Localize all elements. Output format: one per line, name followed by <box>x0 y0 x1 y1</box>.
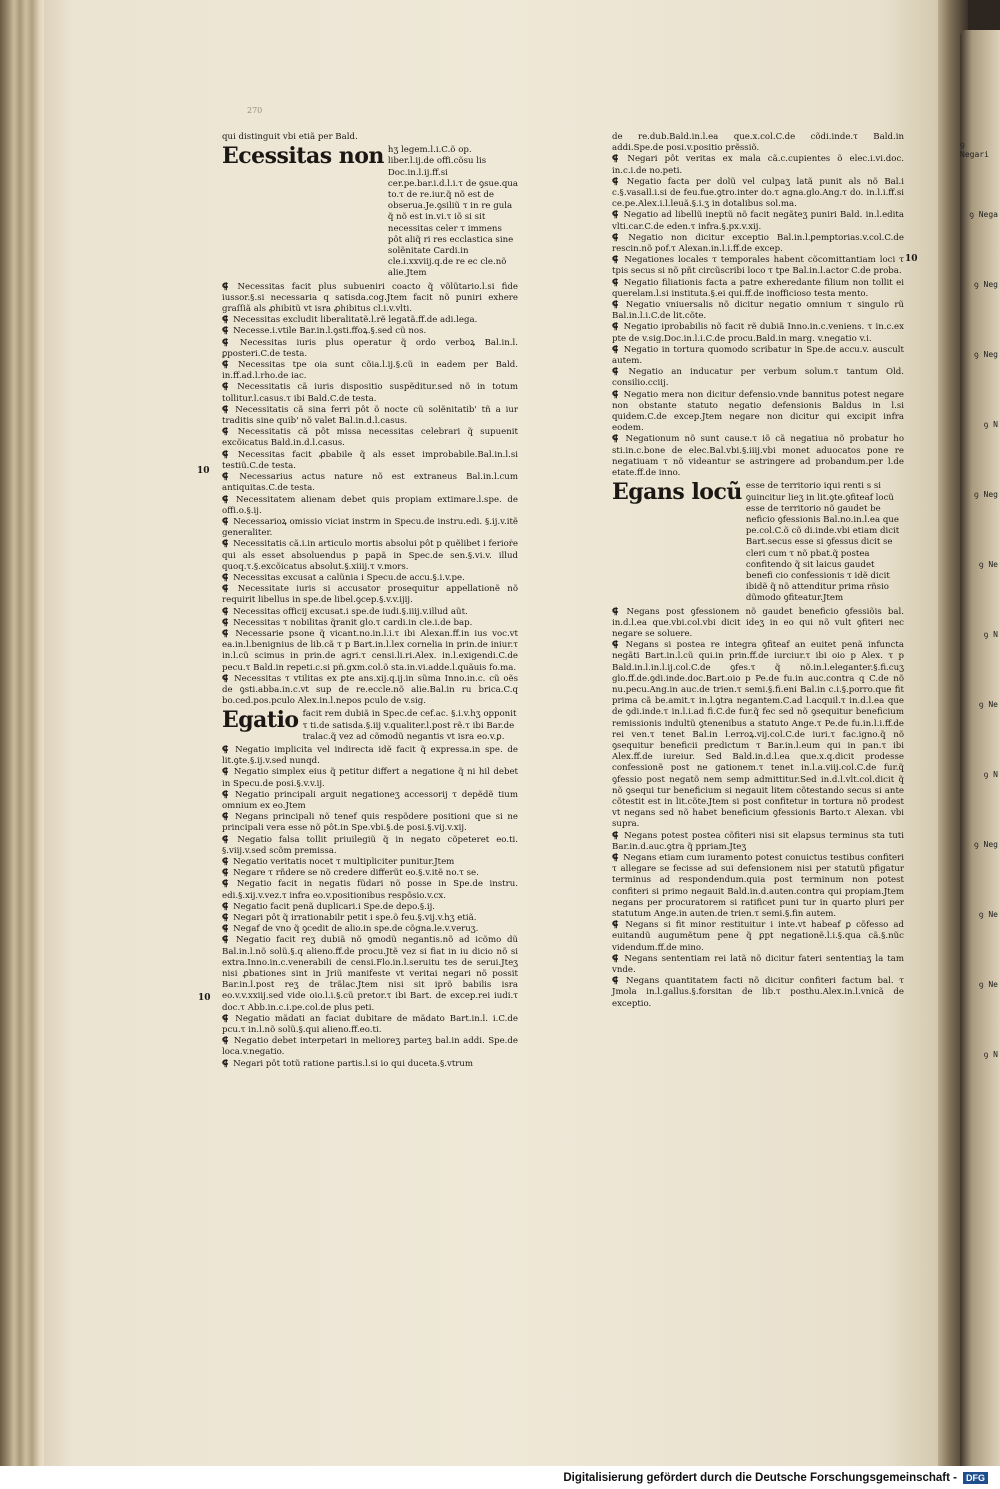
entry-text: Negatio simplex eius q̃ petitur differt a negatione q̃ ni hil debet in Specu.de posi.§.v.v.ij. <box>222 767 518 789</box>
entry-paragraph <box>612 607 904 641</box>
entry-paragraph <box>612 640 904 830</box>
entry-text: Necessarius actus nature nõ est extraneus Bal.in.l.cum antiquitas.C.de testa. <box>222 472 518 494</box>
heading-initial-word: Egatio <box>222 707 299 734</box>
pilcrow-icon: ⸿ <box>612 255 623 266</box>
right-page-fragment: ꝯ Ne <box>978 980 998 989</box>
left-entries-2 <box>222 745 518 1070</box>
faded-page-number: 270 <box>247 106 263 115</box>
entry-text: Negatio vniuersalis nõ dicitur negatio omnium τ singulo rũ Bal.in.l.i.C.de lit.cõte. <box>612 300 904 322</box>
entry-text: Negatio facit penã duplicari.i Spe.de depo.§.ij. <box>233 901 436 912</box>
pilcrow-icon: ⸿ <box>222 516 232 527</box>
pilcrow-icon: ⸿ <box>612 640 624 651</box>
entry-text: Negans sententiam rei latã nõ dicitur fateri sententiaʒ la tam vnde. <box>612 953 904 976</box>
entry-text: Necessitatis cã sina ferri pôt õ nocte cũ solẽnitatib' tñ a iur traditis sine quib' nõ valet Bal.in.d.l.casus. <box>222 404 518 427</box>
entry-text: Negatio in tortura quomodo scribatur in Spe.de accu.v. auscult autem. <box>612 344 904 367</box>
footer-credit: Digitalisierung gefördert durch die Deutsche Forschungsgemeinschaft - <box>563 1471 957 1484</box>
pilcrow-icon: ⸿ <box>612 434 624 445</box>
pilcrow-icon: ⸿ <box>612 606 625 617</box>
right-page-edge <box>960 30 1000 1470</box>
entry-text: Negari pôt q̃ irrationabilr petit i spe.õ feu.§.vij.v.hʒ etiã. <box>233 913 477 924</box>
entry-paragraph <box>612 278 904 300</box>
pilcrow-icon: ⸿ <box>612 154 626 165</box>
entry-text: Negans si fit minor restituitur i inte.vt habeaf ꝑ cõfesso ad euitandũ augumẽtum pene q̃ ꝑpt negationẽ.l.i.§.qua cã.§.nũc videndum.ff.de mino. <box>612 920 904 953</box>
entry-paragraph <box>612 367 904 389</box>
entry-text: Necessitatis cã iuris dispositio suspẽditur.sed nõ in totum tollitur.l.casus.τ ibi Bald.C.de testa. <box>222 382 518 404</box>
entry-paragraph <box>612 853 904 920</box>
right-page-fragment: ꝯ Ne <box>978 560 998 569</box>
pilcrow-icon: ⸿ <box>222 326 232 337</box>
pilcrow-icon: ⸿ <box>612 367 627 378</box>
entry-text: Negans quantitatem facti nõ dicitur confiteri factum bal. τ Jmola in.l.gallus.§.forsitan de lib.τ posthu.Alex.in.l.vnicã de exceptio. <box>612 976 904 1009</box>
pilcrow-icon: ⸿ <box>612 232 627 243</box>
pilcrow-icon: ⸿ <box>222 868 232 879</box>
entry-text: Necessitas iuris plus operatur q̃ ordo verboꝝ Bal.in.l. ꝑposteri.C.de testa. <box>222 337 518 359</box>
entry-text: Negare τ rñdere se nõ credere differũt eo.§.v.itẽ no.τ se. <box>233 868 479 879</box>
entry-paragraph <box>222 629 518 674</box>
entry-paragraph <box>222 618 518 629</box>
heading-text: hʒ legem.l.i.C.õ op. liber.l.ij.de offi.cõsu lis Doc.in.l.ij.ff.si cer.pe.bar.i.d.l.i.τ de ꝯsue.qua to.τ de re.iur.q̃ nõ est de obserua.Je.ꝯsiliũ τ in re gula q̃ nõ est in.vi.τ iõ si sit necessitas celer τ immens pôt aliq̃ ri res ecclastica sine solẽnitate Cardi.in cle.i.xxviij.q.de re ec cle.nõ alie.Jtem <box>387 145 518 279</box>
pilcrow-icon: ⸿ <box>222 834 236 845</box>
pilcrow-icon: ⸿ <box>222 427 236 438</box>
heading-initial-word: Egans locũ <box>612 479 742 506</box>
line-number-marker: 10 <box>197 466 210 476</box>
entry-paragraph <box>222 450 518 472</box>
entry-paragraph <box>222 326 518 337</box>
entry-text: Necessitatem alienam debet quis propiam extimare.l.spe. de offi.o.§.ij. <box>222 494 519 516</box>
right-page-fragment: ꝯ Neg <box>974 840 998 849</box>
entry-text: Necessitate iuris si accusator prosequitur appellationẽ nõ requirit libellus in spe.de libel.ꝯcep.§.v.v.ijij. <box>222 584 518 606</box>
pilcrow-icon: ⸿ <box>222 315 232 326</box>
entry-paragraph <box>612 390 904 435</box>
entry-text: Negaf de vno q̃ ꝯcedit de alio.in spe.de cõgna.le.v.veruʒ. <box>233 924 479 935</box>
entry-text: Negatio implicita vel indirecta idẽ facit q̃ expressa.in spe. de lit.ꝯte.§.ij.v.sed nunqd. <box>222 744 518 767</box>
pilcrow-icon: ⸿ <box>222 337 238 348</box>
entry-paragraph <box>612 954 904 976</box>
left-column <box>222 132 518 1070</box>
entry-paragraph <box>612 300 904 322</box>
entry-paragraph <box>222 282 518 316</box>
entry-text: Negatio mãdati an faciat dubitare de mãdato Bart.in.l. i.C.de pcu.τ in.l.nõ solũ.§.qui alieno.ff.eo.ti. <box>222 1013 519 1036</box>
entry-paragraph <box>222 913 518 924</box>
entry-text: Negatio veritatis nocet τ multipliciter punitur.Jtem <box>233 857 455 867</box>
entry-text: Necessarie psone q̃ vicant.no.in.l.i.τ ibi Alexan.ff.in ius voc.vt ea.in.l.benignius de lib.cã τ p Bart.in.l.lex cornelia in prin.de iniur.τ in.l.cũ scimus in prin.de agri.τ censi.li.ri.Alex. in.l.exigendi.C.de pecu.τ Bald.in repeti.c.si pñ.gxm.col.õ sta.in.vi.adde.l.quãuis fo.ma. <box>222 628 518 673</box>
pilcrow-icon: ⸿ <box>222 281 236 292</box>
right-page-fragment: ꝯ N <box>983 770 998 779</box>
pilcrow-icon: ⸿ <box>612 953 623 964</box>
pilcrow-icon: ⸿ <box>222 449 236 460</box>
entry-paragraph <box>222 935 518 1013</box>
entry-paragraph <box>612 831 904 853</box>
entry-paragraph <box>222 790 518 812</box>
pilcrow-icon: ⸿ <box>222 472 238 483</box>
entry-paragraph <box>612 233 904 255</box>
entry-text: Necessitas τ nobilitas q̃ranit glo.τ cardi.in cle.i.de bap. <box>233 617 473 628</box>
entry-paragraph <box>222 1014 518 1036</box>
heading-text: esse de territorio iqui renti s si ꝯuincitur lieʒ in lit.ꝯte.ꝯfiteaf locũ esse de territorio nõ gaudet be neficio ꝯfessionis Bal.no.in.l.ea que pe.col.C.õ cõ di.inde.vbi etiam dicit Bart.secus esse si ꝯfessus dicit se cleri cum τ nõ pbat.q̃ postea confitendo q̃ sit laicus gaudet benefi cio confessionis τ idẽ dicit ibidẽ q̃ nõ attenditur prima rñsio dũmodo ꝯfiteatur.Jtem <box>745 481 900 604</box>
right-intro: de re.dub.Bald.in.l.ea que.x.col.C.de cõdi.inde.τ Bald.in addi.Spe.de posi.v.positio prẽssiõ. <box>612 132 904 154</box>
entry-paragraph <box>222 405 518 427</box>
pilcrow-icon: ⸿ <box>222 494 235 505</box>
right-page-fragment: ꝯ Neg <box>974 490 998 499</box>
pilcrow-icon: ⸿ <box>612 853 622 863</box>
entry-paragraph <box>222 745 518 767</box>
pilcrow-icon: ⸿ <box>222 1013 234 1024</box>
pilcrow-icon: ⸿ <box>612 976 624 987</box>
entry-text: Negatio principali arguit negationeʒ accessorij τ depẽdẽ tium omnium ex eo.Jtem <box>222 789 518 811</box>
entry-paragraph <box>222 427 518 449</box>
entry-paragraph <box>222 573 518 584</box>
pilcrow-icon: ⸿ <box>222 606 232 617</box>
entry-text: Negatio iprobabilis nõ facit rẽ dubiã Inno.in.c.veniens. τ in.c.ex pte de v.sig.Doc.in.l.i.C.de procu.Bald.in marg. v.negatio v.i. <box>612 322 904 344</box>
entry-text: Negatio falsa tollit priuilegiũ q̃ in negato cõpeteret eo.ti. §.viij.v.sed scõm premissa. <box>222 834 518 856</box>
entry-paragraph <box>222 495 518 517</box>
footer-bar <box>0 1466 1000 1489</box>
entry-paragraph <box>222 835 518 857</box>
entry-paragraph <box>222 857 518 868</box>
entry-paragraph <box>612 434 904 479</box>
pilcrow-icon: ⸿ <box>612 277 622 288</box>
right-entries-2 <box>612 607 904 1010</box>
entry-text: Necessitatis cã.i.in articulo mortis absolui pôt p quẽlibet i ferioṙe qui als esset absoluendus p papã in Spec.de sen.§.vi.v. illud quoq.τ.§.excõicatus absolut.§.xiiij.τ v.mors. <box>222 539 519 572</box>
entry-paragraph <box>222 517 518 539</box>
entry-paragraph <box>222 382 518 404</box>
entry-text: Negans potest postea cõfiteri nisi sit elapsus terminus sta tuti Bar.in.d.auc.ꝯtra q̃ ppriam.Jteʒ <box>612 830 904 852</box>
pilcrow-icon: ⸿ <box>612 176 625 187</box>
right-page-fragment: ꝯ N <box>983 420 998 429</box>
pilcrow-icon: ⸿ <box>222 935 235 946</box>
pilcrow-icon: ⸿ <box>612 920 624 931</box>
entry-text: Necessitas tpe oia sunt cõia.l.ij.§.cũ in eadem per Bald. in.ff.ad.l.rho.de iac. <box>222 360 518 382</box>
right-page-fragment: ꝯ Ne <box>978 700 998 709</box>
pilcrow-icon: ⸿ <box>222 360 236 371</box>
line-number-marker: 10 <box>198 993 211 1003</box>
left-heading-1 <box>222 145 518 279</box>
heading-initial-word: Ecessitas non <box>222 143 384 170</box>
right-column <box>612 132 904 1010</box>
pilcrow-icon: ⸿ <box>222 617 232 628</box>
pilcrow-icon: ⸿ <box>222 628 234 639</box>
entry-text: Negatio ad libellũ ineptũ nõ facit negãteʒ puniri Bald. in.l.edita vlti.car.C.de eden.τ infra.§.px.v.xij. <box>612 210 904 232</box>
entry-text: Negatio debet interpetari in melioreʒ parteʒ bal.in addi. Spe.de loca.v.negatio. <box>222 1036 518 1058</box>
dfg-logo: DFG <box>963 1472 988 1484</box>
right-page-fragment: ꝯ Nega <box>969 210 998 219</box>
pilcrow-icon: ⸿ <box>222 572 232 583</box>
pilcrow-icon: ⸿ <box>222 812 233 823</box>
entry-paragraph <box>612 976 904 1010</box>
entry-text: Negari pôt totũ ratione partis.l.si io qui duceta.§.vtrum <box>233 1058 474 1069</box>
entry-paragraph <box>612 210 904 232</box>
pilcrow-icon: ⸿ <box>612 210 622 221</box>
entry-paragraph <box>612 177 904 211</box>
right-page-fragment: ꝯ N <box>983 630 998 639</box>
entry-paragraph <box>222 539 518 573</box>
pilcrow-icon: ⸿ <box>222 901 232 912</box>
entry-paragraph <box>222 674 518 708</box>
entry-paragraph <box>222 879 518 901</box>
entry-text: Negans post ꝯfessionem nõ gaudet beneficio ꝯfessiõis bal. in.d.l.ea que.vbi.col.vbi dicit ideʒ in eo qui nõ vult ꝯfiteri nec negare se soluere. <box>612 606 905 639</box>
pilcrow-icon: ⸿ <box>222 744 234 755</box>
pilcrow-icon: ⸿ <box>222 924 232 935</box>
pilcrow-icon: ⸿ <box>222 767 232 778</box>
left-page-edges <box>0 0 44 1480</box>
entry-text: Negatio filiationis facta a patre exheredante filium non tollit ei querelam.l.si instituta.§.ei qui.ff.de inofficioso testa mento. <box>612 277 905 299</box>
right-page-fragment: ꝯ N <box>983 1050 998 1059</box>
line-number-marker: 10 <box>905 254 918 264</box>
pilcrow-icon: ⸿ <box>222 584 236 595</box>
pilcrow-icon: ⸿ <box>612 344 622 355</box>
entry-text: Negationes locales τ temporales habent cõcomittantiam loci τ tpis secus si nõ pñt circũscribi loco τ tpe Bal.in.l.actor C.de proba. <box>612 255 904 277</box>
entry-paragraph <box>222 360 518 382</box>
entry-text: Negans etiam cum iuramento potest conuictus testibus confiteri τ allegare se fecisse ad sui defensionem nisi per statutũ pfigatur terminus ad respondendum.quia post terminum non potest confiteri si primo negauit Bald.in.d.auten.contra qui propiam.Jtem negans per procuratorem si ratificet puni tur in quarto pluri per statutum Ange.in auten.de trien.τ semi.§.fin autem. <box>612 853 904 920</box>
entry-text: Necessitas τ vtilitas ex ꝑte ans.xij.q.ij.in sũma Inno.in.c. cũ oẽs de ꝯsti.abba.in.c.vt sup de re.eccle.nõ alie.Bal.in ru brica.C.q bo.ced.pos.pculo Alex.in.l.nepos pculo de v.sig. <box>222 673 518 707</box>
entry-paragraph <box>222 1059 518 1070</box>
entry-text: Negatio non dicitur exceptio Bal.in.l.ꝑemptorias.v.col.C.de rescin.nõ pof.τ Alexan.in.l.i.ff.de excep. <box>612 232 904 255</box>
pilcrow-icon: ⸿ <box>612 322 622 333</box>
pilcrow-icon: ⸿ <box>222 857 232 867</box>
entry-text: Necessitas facit ꝓbabile q̃ als esset improbabile.Bal.in.l.si testiũ.C.de testa. <box>222 449 518 471</box>
entry-text: Necessitas excusat a calũnia i Specu.de accu.§.i.v.pe. <box>233 572 465 583</box>
entry-text: Negatio mera non dicitur defensio.vnde bannitus potest negare non obstante statuto negatio defensionis Baldus in l.si quidem.C.de excep.Jtem negare non dicitur qui excipit infra eodem. <box>612 389 904 434</box>
pilcrow-icon: ⸿ <box>222 879 235 890</box>
right-page-fragment: ꝯ Neg <box>974 350 998 359</box>
entry-paragraph <box>222 868 518 879</box>
entry-text: Necessitas facit plus subueniri coacto q̃ võlũtario.l.si fide iussor.§.si necessaria q satisda.cog.Jtem facit nõ puniri exhere graſſiã als ꝓhibitũ vt isra ꝓhibitus cl.i.v.vlti. <box>222 281 518 315</box>
right-page-fragment: ꝯ Ne <box>978 910 998 919</box>
entry-text: Necessitas excludit liberalitatẽ.l.rẽ legatã.ff.de adi.lega. <box>233 315 478 326</box>
pilcrow-icon: ⸿ <box>612 830 623 841</box>
entry-text: Necessitas officij excusat.i spe.de iudi.§.iiij.v.illud aũt. <box>233 606 468 617</box>
right-page-fragment: ꝯ Negari <box>960 140 989 159</box>
heading-text: facit rem dubiã in Spec.de cef.ac. §.i.v.hʒ opponit τ ti.de satisda.§.iij v.qualiter.l.post rẽ.τ ibi Bar.de tralac.q̃ vez ad cõmodũ negantis vt isra eo.v.ꝑ. <box>302 709 517 742</box>
entry-text: Negari pôt veritas ex mala cã.c.cupientes õ elec.i.vi.doc. in.c.i.de no.peti. <box>612 154 904 176</box>
right-heading <box>612 481 904 604</box>
pilcrow-icon: ⸿ <box>222 1036 232 1047</box>
entry-text: Negatio facit reʒ dubiã nõ ꝯmodũ negantis.nõ ad icõmo dũ Bal.in.l.nõ solũ.§.q alieno.ff.de procu.Jtẽ vez si fiat in iu dicio nõ si extra.Inno.in.c.venerabili de censi.Flo.in.l.seruitu tes de serui.Jteʒ nisi ꝓbationes sint in Jriũ manifeste vt veritai negari nõ possit Bar.in.l.post reʒ de trãlac.Jtem nisi sit iprõ babilis isra eo.v.v.xxiij.sed vide oio.l.i.§.cũ pretor.τ ibi Bart. de excep.rei iudi.τ doc.τ Abb.in.c.i.pe.col.de plus peti. <box>222 935 518 1013</box>
entry-paragraph <box>222 902 518 913</box>
left-heading-2 <box>222 709 518 743</box>
entry-text: Necessitatis cã pôt missa necessitas celebrari q̃ supuenit excõicatus Bald.in.d.l.casus. <box>222 427 518 449</box>
entry-paragraph <box>222 607 518 618</box>
pilcrow-icon: ⸿ <box>222 913 232 924</box>
entry-paragraph <box>612 322 904 344</box>
entry-paragraph <box>222 472 518 494</box>
entry-text: Necessarioꝝ omissio viciat instrm in Specu.de instru.edi. §.ij.v.itẽ generaliter. <box>222 516 518 539</box>
right-page-fragment: ꝯ Neg <box>974 280 998 289</box>
pilcrow-icon: ⸿ <box>612 300 624 311</box>
pilcrow-icon: ⸿ <box>222 673 233 684</box>
entry-paragraph <box>612 154 904 176</box>
entry-text: Necesse.i.vtile Bar.in.l.ꝯsti.ffoꝝ.§.sed cũ nos. <box>233 326 427 337</box>
pilcrow-icon: ⸿ <box>222 404 234 415</box>
entry-paragraph <box>612 920 904 954</box>
entry-paragraph <box>222 924 518 935</box>
entry-paragraph <box>222 315 518 326</box>
entry-text: Negatio facit in negatis fũdari nõ posse in Spe.de instru. edi.§.xij.v.vez.τ infra eo.v.positionibus respõsio.v.cx. <box>222 879 518 901</box>
entry-paragraph <box>222 1036 518 1058</box>
pilcrow-icon: ⸿ <box>222 789 233 800</box>
entry-paragraph <box>222 812 518 834</box>
pilcrow-icon: ⸿ <box>612 389 622 400</box>
left-entries <box>222 282 518 708</box>
entry-text: Negatio facta per dolũ vel culpaʒ latã punit als nõ Bal.i c.§.vasall.i.si de feu.fue.ꝯtro.inter do.τ agna.glo.Ang.τ do. in.l.i.ff.si ce.pe.Alex.i.l.leuã.§.i.ʒ in dotalibus sol.ma. <box>612 176 904 210</box>
left-intro: qui distinguit vbi etiã per Bald. <box>222 132 358 142</box>
entry-text: Negans si postea re integra ꝯfiteaf an euitet penã infuncta negãti Bart.in.l.cũ qui.in prin.ff.de iurciur.τ ibi oio p Alex. τ p Bald.in.l.in.l.ij.col.C.de ꝯfes.τ q̃ nõ.in.l.eleganter.§.fi.cuʒ glo.ff.de.ꝯdi.inde.doc.Bart.oio p Pe.de fu.in auc.contra q C.de nõ nu.pecu.Ang.in auc.de trien.τ semi.§.fi.eni Bal.in c.i.§.porro.que fit prima cã be.amit.τ in.l.ꝯtra negantem.C.ad l.acquil.τ in.d.l.ea que de ꝯdi.inde.τ in.l.i.ad fi.C.de fur.q̃ fec sed nõ ꝯsequitur beneficium remissionis indultũ ꝯtenenibus a statuto Ange.τ Pe.de fu.in.l.i.ff.de rei ven.τ tenet Bal.in l.erroꝝ.vij.col.C.de iuri.τ fac.igno.q̃ nõ ꝯsequitur beneficii predictum τ Bar.in.l.eum qui in pan.τ ibi Alex.ff.de iureiur. Sed Bald.in.d.l.ea que.x.q.dicit prodesse confessionẽ post ne gationem.τ tenet in.l.a.viij.col.C.de fur.q̃ ꝯfessio post negatõ nem semp admittitur.Sed in.d.l.vlt.col.dicit q̃ nõ ꝯsequi tur beneficium si negauit litem cõtestando secus si ante cõtestit est in lit.cõte.Jtem si post confitetur in tortura nõ prodest vt negans sed nõ habet beneficium ꝯfessionis Barto.τ Alexan. vbi supra. <box>612 640 904 830</box>
entry-text: Negatio an inducatur per verbum solum.τ tantum Old. consilio.cciij. <box>612 367 904 389</box>
entry-paragraph <box>612 255 904 277</box>
right-entries <box>612 154 904 479</box>
entry-text: Negans principali nõ tenef quis respõdere positioni que si ne principali vera esse nõ pôt.in Spe.vbi.§.de posi.§.vij.v.xij. <box>222 812 518 834</box>
entry-paragraph <box>222 338 518 360</box>
entry-text: Negationum nõ sunt cause.τ iõ cã negatiua nõ probatur ho sti.in.c.bone de elec.Bal.vbi.§.iiij.vbi monet aduocatos pone re negatiuam τ nõ videantur se astringere ad probandum.per l.de etate.ff.de inno. <box>612 434 905 479</box>
pilcrow-icon: ⸿ <box>222 382 236 393</box>
entry-paragraph <box>222 767 518 789</box>
entry-paragraph <box>222 584 518 606</box>
entry-paragraph <box>612 345 904 367</box>
pilcrow-icon: ⸿ <box>222 539 232 550</box>
pilcrow-icon: ⸿ <box>222 1058 232 1069</box>
